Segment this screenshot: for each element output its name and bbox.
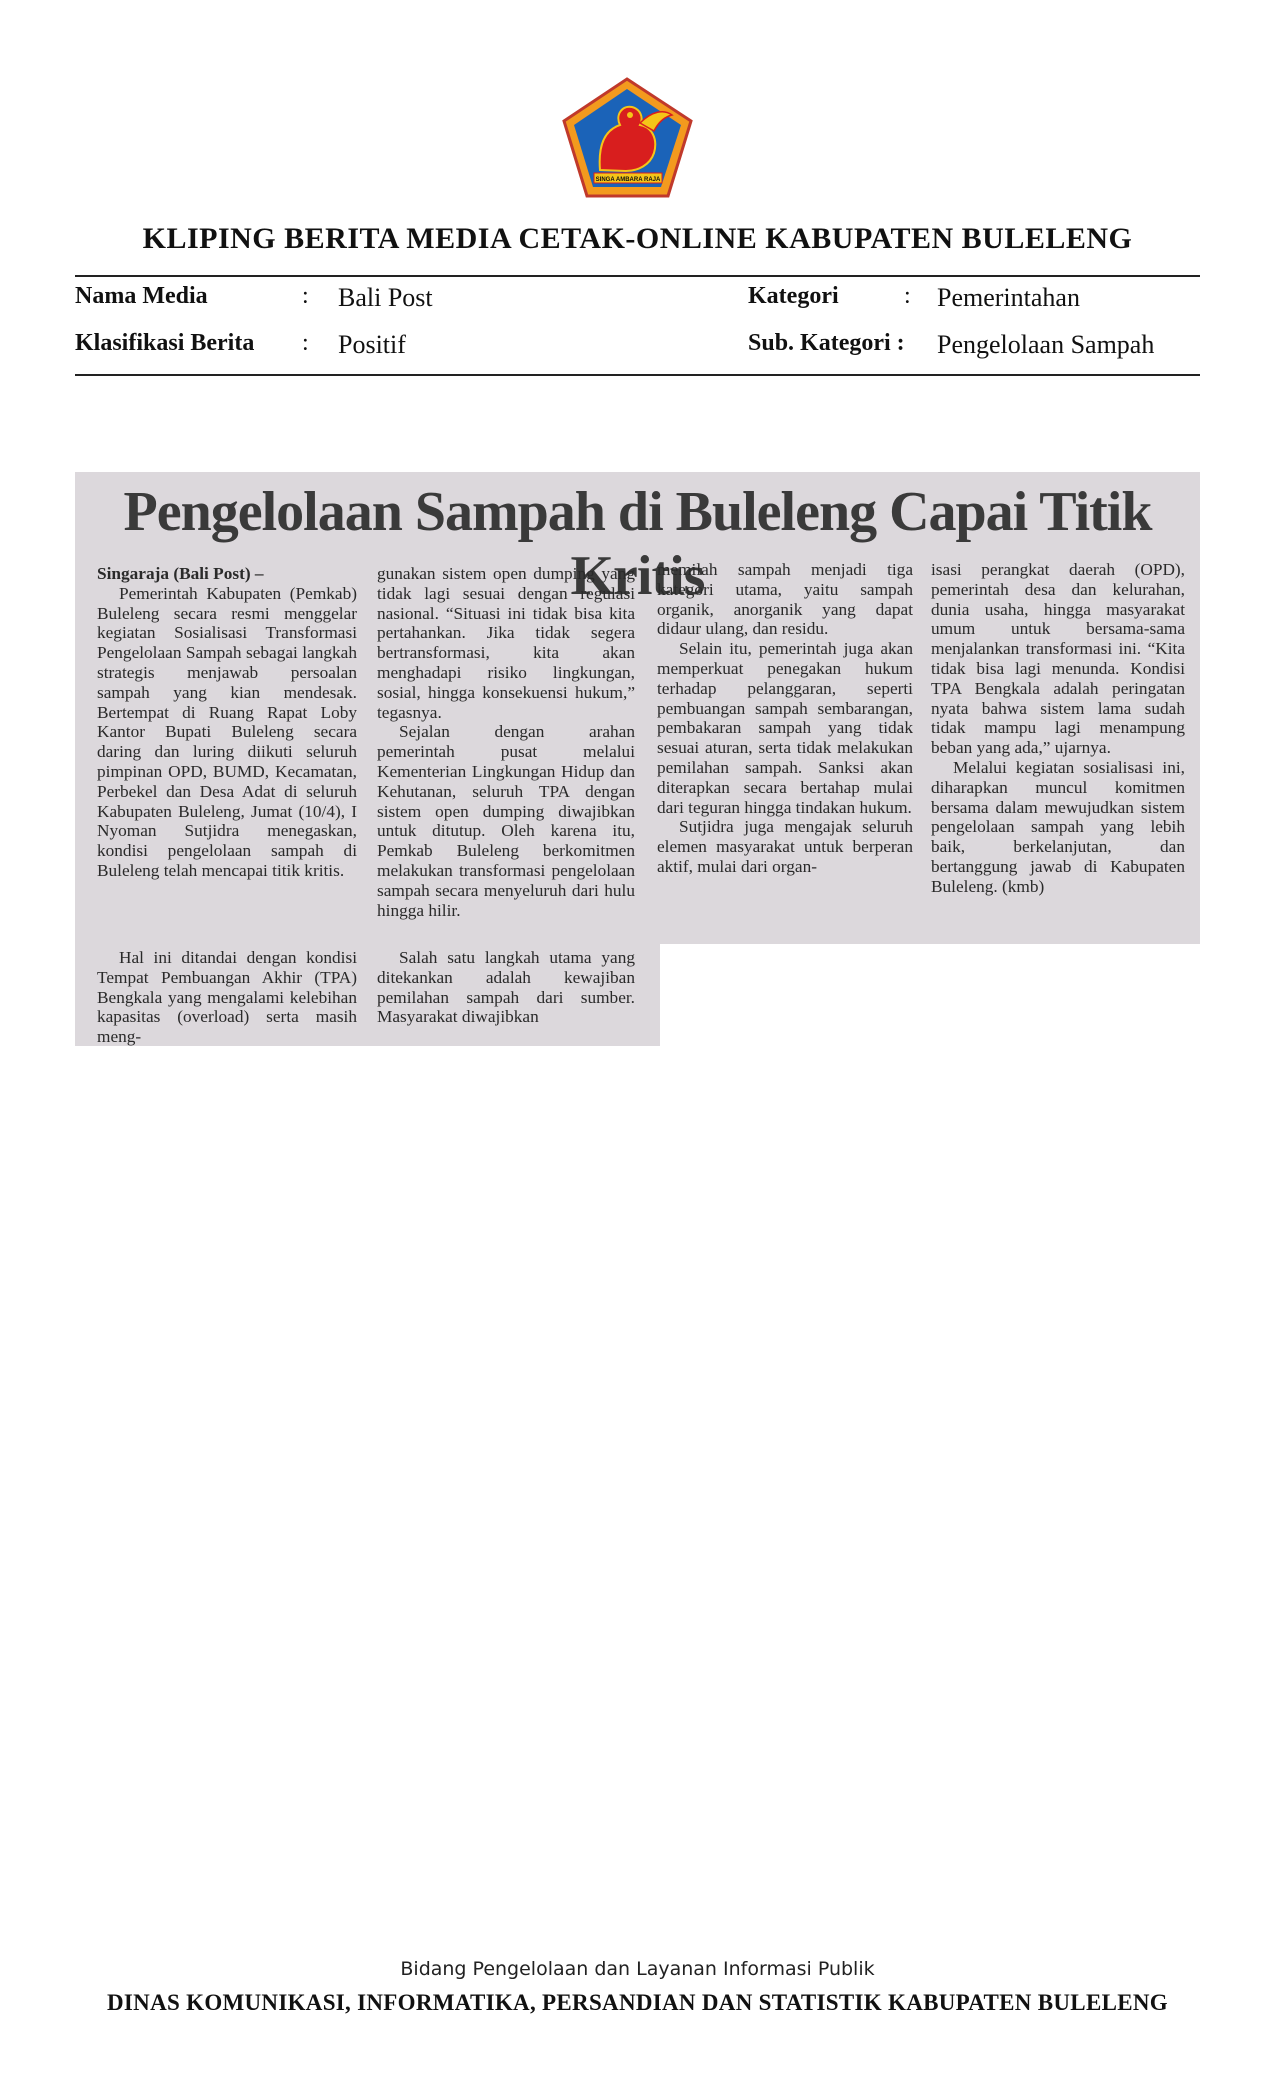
column-1-paragraph: Pemerintah Kabupaten (Pemkab) Buleleng secara resmi menggelar kegiatan Sosialisasi Transformasi Pengelolaan Sampah sebagai langkah strategis menjawab persoalan sampah yang kian mendesak. Bertempat di Ruang Rapat Loby Kantor Bupati Buleleng secara daring dan luring diikuti seluruh pimpinan OPD, BUMD, Kecamatan, Perbekel dan Desa Adat di seluruh Kabupaten Buleleng, Jumat (10/4), I Nyoman Sutjidra menegaskan, kondisi pengelolaan sampah di Buleleng telah mencapai titik kritis. bbox=[97, 583, 357, 880]
article-column-1-end bbox=[97, 948, 357, 1046]
nama-media-value: Bali Post bbox=[338, 283, 433, 312]
emblem-motto: SINGA AMBARA RAJA bbox=[595, 177, 661, 183]
column-3-paragraph: Selain itu, pemerintah juga akan memperkuat penegakan hukum terhadap pelanggaran, seperti pembuangan sampah sembarangan, pembakaran sampah yang tidak sesuai aturan, serta tidak melakukan pemilahan sampah. Sanksi akan diterapkan secara bertahap mulai dari teguran hingga tindakan hukum. bbox=[657, 639, 913, 817]
document-title: KLIPING BERITA MEDIA CETAK-ONLINE KABUPATEN BULELENG bbox=[142, 222, 1133, 255]
article-dateline: Singaraja (Bali Post) – bbox=[97, 564, 264, 583]
article-column-3 bbox=[657, 560, 913, 877]
article-column-2 bbox=[377, 564, 635, 920]
newspaper-clipping-lower bbox=[75, 944, 660, 1046]
sub-kategori-value: Pengelolaan Sampah bbox=[937, 330, 1155, 359]
column-4-paragraph: isasi perangkat daerah (OPD), pemerintah desa dan kelurahan, dunia usaha, hingga masyarakat umum untuk bersama-sama menjalankan transformasi ini. “Kita tidak bisa lagi menunda. Kondisi TPA Bengkala adalah peringatan nyata bahwa sistem lama sudah tidak mampu lagi menampung beban yang ada,” ujarnya. bbox=[931, 560, 1185, 758]
nama-media-label: Nama Media bbox=[75, 283, 208, 309]
top-rule bbox=[75, 275, 1200, 277]
article-column-2-end bbox=[377, 948, 635, 1027]
column-2-paragraph: gunakan sistem open dumping yang tidak lagi sesuai dengan regulasi nasional. “Situasi ini tidak bisa kita pertahankan. Jika tidak segera bertransformasi, kita akan menghadapi risiko lingkungan, sosial, hingga konsekuensi hukum,” tegasnya. bbox=[377, 564, 635, 722]
footer-agency: DINAS KOMUNIKASI, INFORMATIKA, PERSANDIAN DAN STATISTIK KABUPATEN BULELENG bbox=[107, 1990, 1168, 2015]
kategori-label: Kategori bbox=[748, 283, 839, 309]
emblem-icon bbox=[560, 75, 695, 200]
column-1-paragraph: Hal ini ditandai dengan kondisi Tempat Pembuangan Akhir (TPA) Bengkala yang mengalami kelebihan kapasitas (overload) serta masih meng- bbox=[97, 948, 357, 1046]
column-3-paragraph: Sutjidra juga mengajak seluruh elemen masyarakat untuk berperan aktif, mulai dari organ- bbox=[657, 817, 913, 876]
buleleng-emblem-logo bbox=[560, 75, 695, 200]
column-2-paragraph: Salah satu langkah utama yang ditekankan adalah kewajiban pemilahan sampah dari sumber. Masyarakat diwajibkan bbox=[377, 948, 635, 1027]
klasifikasi-label: Klasifikasi Berita bbox=[75, 330, 255, 356]
article-column-4 bbox=[931, 560, 1185, 897]
bottom-rule bbox=[75, 374, 1200, 376]
kategori-separator: : bbox=[904, 283, 911, 309]
column-3-paragraph: memilah sampah menjadi tiga kategori utama, yaitu sampah organik, anorganik yang dapat didaur ulang, dan residu. bbox=[657, 560, 913, 639]
klasifikasi-value: Positif bbox=[338, 330, 406, 359]
column-2-paragraph: Sejalan dengan arahan pemerintah pusat melalui Kementerian Lingkungan Hidup dan Kehutanan, seluruh TPA dengan sistem open dumping diwajibkan untuk ditutup. Oleh karena itu, Pemkab Buleleng berkomitmen melakukan transformasi pengelolaan sampah secara menyeluruh dari hulu hingga hilir. bbox=[377, 722, 635, 920]
article-column-1 bbox=[97, 564, 357, 881]
article-headline: Pengelolaan Sampah di Buleleng Capai Titik Kritis bbox=[123, 481, 1152, 607]
nama-media-separator: : bbox=[302, 283, 309, 309]
newspaper-clipping bbox=[75, 472, 1200, 944]
column-4-paragraph: Melalui kegiatan sosialisasi ini, diharapkan muncul komitmen bersama dalam mewujudkan sistem pengelolaan sampah yang lebih baik, berkelanjutan, dan bertanggung jawab di Kabupaten Buleleng. (kmb) bbox=[931, 757, 1185, 896]
kategori-value: Pemerintahan bbox=[937, 283, 1080, 312]
klasifikasi-separator: : bbox=[302, 330, 309, 356]
footer-department: Bidang Pengelolaan dan Layanan Informasi Publik bbox=[400, 1958, 875, 1980]
sub-kategori-label: Sub. Kategori : bbox=[748, 330, 905, 356]
